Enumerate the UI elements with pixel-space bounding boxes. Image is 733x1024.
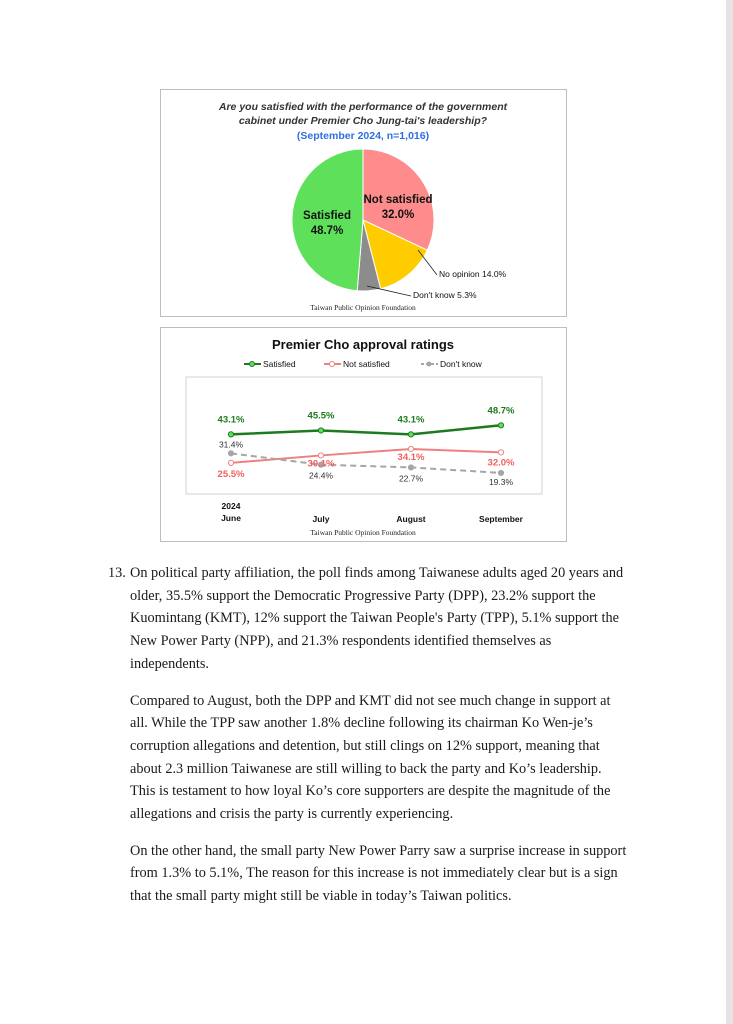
point-satisfied-0 (228, 432, 233, 437)
slice-label-dont-know: Don't know 5.3% (413, 290, 477, 300)
legend-marker-not-satisfied (330, 362, 335, 367)
data-label-not-satisfied-3: 32.0% (487, 457, 515, 469)
point-satisfied-2 (408, 432, 413, 437)
x-tick-label-0-0: 2024 (221, 501, 241, 511)
paragraph: On the other hand, the small party New Power Parry saw a surprise increase in support from 1.3% to 5.1%, The reason for this increase is not immediately clear but is a sign that the small party might still be viable in today’s Taiwan politics. (130, 842, 627, 905)
data-label-not-satisfied-2: 34.1% (397, 451, 425, 463)
legend-label-not-satisfied: Not satisfied (343, 359, 390, 369)
x-tick-label-1: July (312, 514, 330, 524)
line-chart-legend (244, 359, 483, 369)
data-label-satisfied-1: 45.5% (307, 410, 335, 422)
x-tick-label-0-1: June (221, 513, 241, 523)
legend-marker-dont-know (427, 362, 432, 367)
x-tick-label-2: August (396, 514, 426, 524)
data-label-not-satisfied-1: 30.1% (307, 458, 335, 470)
line-chart (161, 328, 566, 541)
paragraph-text: On political party affiliation, the poll finds among Taiwanese adults aged 20 years and older, 35.5% support the Democratic Progressive Party (DPP), 23.2% support the Kuomintang (KMT), 12% support the Taiwan People's Party (TPP), 5.1% support the New Power Party (NPP), and 21.3% respondents identified themselves as independents. (130, 565, 624, 672)
point-not-satisfied-0 (228, 460, 233, 465)
point-don-t-know-2 (408, 465, 413, 470)
point-satisfied-3 (498, 423, 503, 428)
pie-title-line-1: Are you satisfied with the performance of the government (218, 101, 508, 113)
data-label-don-t-know-0: 31.4% (218, 439, 244, 450)
line-chart-figure (160, 327, 567, 542)
point-satisfied-1 (318, 428, 323, 433)
data-label-satisfied-3: 48.7% (487, 405, 515, 417)
point-not-satisfied-3 (498, 450, 503, 455)
slice-label-not-satisfied: Not satisfied (363, 194, 433, 206)
point-not-satisfied-2 (408, 446, 413, 451)
pie-chart (161, 90, 566, 316)
slice-label-satisfied: Satisfied (303, 210, 351, 222)
leader-line-dont-know (367, 286, 411, 296)
data-label-satisfied-0: 43.1% (217, 414, 245, 426)
data-label-don-t-know-3: 19.3% (488, 476, 514, 487)
data-label-don-t-know-2: 22.7% (398, 473, 424, 484)
slice-value-satisfied: 48.7% (310, 225, 344, 237)
line-source-caption: Taiwan Public Opinion Foundation (310, 528, 416, 537)
leader-line-no-opinion (418, 250, 437, 275)
point-don-t-know-0 (228, 451, 233, 456)
scrollbar[interactable] (726, 0, 733, 1024)
line-chart-title: Premier Cho approval ratings (271, 337, 455, 352)
document-body (108, 562, 628, 922)
data-label-satisfied-2: 43.1% (397, 414, 425, 426)
slice-value-not-satisfied: 32.0% (381, 209, 415, 221)
legend-marker-satisfied (250, 362, 255, 367)
slice-label-no-opinion: No opinion 14.0% (439, 269, 507, 279)
pie-chart-figure (160, 89, 567, 317)
point-don-t-know-3 (498, 470, 503, 475)
legend-label-satisfied: Satisfied (263, 359, 296, 369)
numbered-paragraph (108, 562, 628, 676)
pie-subtitle: (September 2024, n=1,016) (296, 130, 430, 142)
point-not-satisfied-1 (318, 453, 323, 458)
data-label-not-satisfied-0: 25.5% (217, 468, 245, 480)
pie-source-caption: Taiwan Public Opinion Foundation (310, 303, 416, 312)
data-label-don-t-know-1: 24.4% (308, 470, 334, 481)
x-tick-label-3: September (479, 514, 523, 524)
legend-label-dont-know: Don't know (440, 359, 482, 369)
paragraph: Compared to August, both the DPP and KMT did not see much change in support at all. While the TPP saw another 1.8% decline following its chairman Ko Wen-je’s corruption allegations and detention, but still clings on 12% support, meaning that about 2.3 million Taiwanese are still willing to back the party and Ko’s leadership. This is testament to how loyal Ko’s core supporters are despite the magnitude of the allegations and crisis the party is currently experiencing. (130, 692, 611, 823)
item-number: 13. (108, 565, 126, 581)
pie-title-line-2: cabinet under Premier Cho Jung-tai's leadership? (238, 115, 488, 127)
